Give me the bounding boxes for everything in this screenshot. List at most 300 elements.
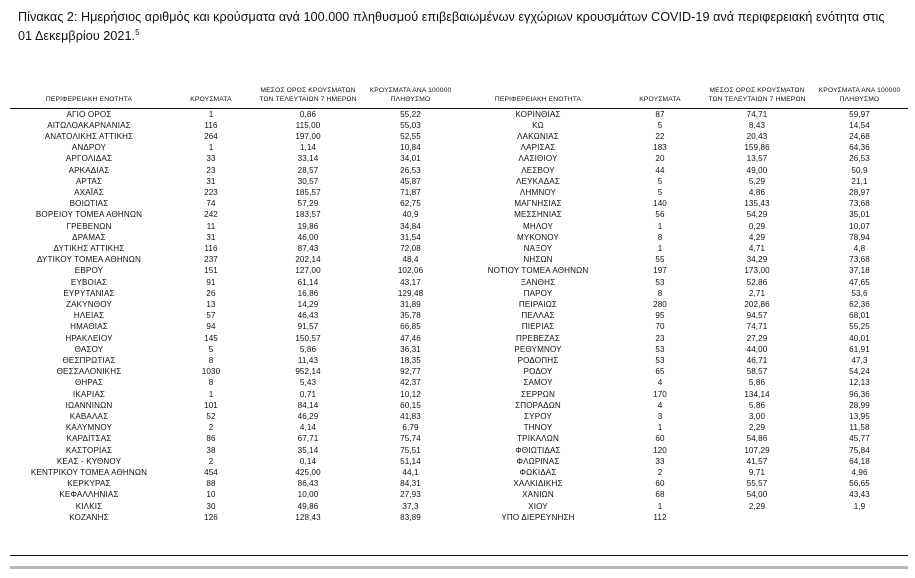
cell-avg7: 30,57 [297,176,319,186]
table-row [459,187,908,198]
cell-avg7: 5,43 [299,378,317,388]
cell-per100k [811,512,908,523]
cell-name: ΡΕΘΥΜΝΟΥ [514,344,562,354]
cell-per100k: 56,65 [849,479,870,489]
table-row [459,254,908,265]
cell-avg7: 0,86 [299,109,317,119]
cell-cases: 60 [655,479,665,489]
cell-avg7: 185,57 [295,187,321,197]
cell-avg7: 20,43 [746,131,768,141]
cell-per100k: 6,79 [402,423,419,433]
cell-cases: 120 [653,445,667,455]
cell-avg7: 13,57 [746,154,768,164]
cell-name: ΤΗΝΟΥ [523,423,553,433]
cell-avg7: 52,86 [746,277,768,287]
table-row [10,221,459,232]
cell-per100k: 55,22 [400,109,421,119]
table-row [459,456,908,467]
table-row [459,389,908,400]
cell-name: ΙΩΑΝΝΙΝΩΝ [65,400,113,410]
cell-avg7: 5,86 [748,378,766,388]
cell-name: ΒΟΡΕΙΟΥ ΤΟΜΕΑ ΑΘΗΝΩΝ [35,210,143,220]
cell-name: ΑΝΔΡΟΥ [71,143,107,153]
cell-cases: 31 [206,232,216,242]
cell-cases: 23 [206,165,216,175]
cell-cases: 264 [204,131,218,141]
cell-per100k: 14,54 [849,120,870,130]
cell-name: ΠΕΛΛΑΣ [521,311,555,321]
cell-cases: 52 [206,411,216,421]
table-row [459,209,908,220]
cell-cases: 22 [655,131,665,141]
table-row [459,131,908,142]
cell-name: ΛΗΜΝΟΥ [519,187,557,197]
cell-cases: 242 [204,210,218,220]
table-row [459,333,908,344]
cell-cases: 53 [655,277,665,287]
table-row [10,254,459,265]
cell-cases: 101 [204,400,218,410]
cell-cases: 23 [655,333,665,343]
table-body-left [10,108,459,523]
table-row [459,198,908,209]
column-header-cases: ΚΡΟΥΣΜΑΤΑ [168,78,254,108]
cell-per100k: 61,91 [849,344,870,354]
cell-cases: 5 [657,120,663,130]
cell-cases: 10 [206,490,216,500]
cell-cases: 197 [653,266,667,276]
table-row [10,142,459,153]
cell-avg7: 61,14 [297,277,319,287]
cell-per100k: 40,9 [402,210,419,220]
cell-per100k: 18,35 [400,355,421,365]
table-row [459,433,908,444]
cell-name: ΑΡΓΟΛΙΔΑΣ [65,154,113,164]
cell-avg7: 14,29 [297,299,319,309]
cell-cases: 4 [657,400,663,410]
table-row [10,433,459,444]
table-row [10,310,459,321]
cell-name: ΒΟΙΩΤΙΑΣ [69,199,109,209]
cell-name: ΞΑΝΘΗΣ [520,277,556,287]
table-row [10,232,459,243]
cell-name: ΚΩ [532,120,544,130]
cell-name: ΚΕΡΚΥΡΑΣ [67,479,111,489]
cell-name: ΣΑΜΟΥ [523,378,553,388]
cell-avg7: 34,29 [746,255,768,265]
cell-per100k: 10,12 [400,389,421,399]
table-row [10,187,459,198]
cell-per100k: 45,77 [849,434,870,444]
cell-avg7: 173,00 [744,266,770,276]
cell-cases: 8 [208,355,214,365]
cell-per100k: 60,15 [400,400,421,410]
cell-name: ΠΡΕΒΕΖΑΣ [516,333,560,343]
cell-name: ΝΟΤΙΟΥ ΤΟΜΕΑ ΑΘΗΝΩΝ [487,266,589,276]
cases-table-right [459,78,908,523]
cell-avg7: 74,71 [746,322,768,332]
cell-per100k: 75,84 [849,445,870,455]
cell-name: ΧΑΛΚΙΔΙΚΗΣ [513,479,563,489]
cell-cases: 8 [208,378,214,388]
table-row [459,277,908,288]
cell-avg7: 49,00 [746,165,768,175]
cell-per100k: 13,95 [849,411,870,421]
table-row [459,501,908,512]
cell-avg7: 54,86 [746,434,768,444]
header-row [459,78,908,108]
cell-cases: 116 [204,243,218,253]
table-row [10,299,459,310]
cell-name: ΡΟΔΟΠΗΣ [517,355,559,365]
cell-cases: 3 [657,411,663,421]
cell-cases: 86 [206,434,216,444]
table-row [10,277,459,288]
cell-avg7: 4,71 [748,243,766,253]
cell-avg7: 0,14 [299,456,317,466]
cell-cases: 87 [655,109,665,119]
cell-per100k: 43,17 [400,277,421,287]
cell-per100k: 47,65 [849,277,870,287]
cell-per100k: 53,6 [851,288,868,298]
cell-per100k: 83,89 [400,512,421,522]
cell-avg7: 115,00 [295,120,321,130]
table-half-right [459,78,908,523]
cell-avg7: 128,43 [295,512,321,522]
cell-per100k: 34,01 [400,154,421,164]
cell-cases: 151 [204,266,218,276]
cell-per100k: 27,93 [400,490,421,500]
cell-cases: 5 [657,187,663,197]
table-container [10,78,908,523]
cell-name: ΚΙΛΚΙΣ [75,501,103,511]
cell-per100k: 78,94 [849,232,870,242]
cell-per100k: 43,43 [849,490,870,500]
cell-cases: 57 [206,311,216,321]
cell-per100k: 92,77 [400,367,421,377]
cell-cases: 112 [653,512,667,522]
cell-name: ΚΕΝΤΡΙΚΟΥ ΤΟΜΕΑ ΑΘΗΝΩΝ [30,468,148,477]
cell-avg7 [703,512,811,523]
cell-per100k: 35,01 [849,210,870,220]
table-row [10,165,459,176]
table-row [459,321,908,332]
column-header-per100k-line2: ΠΛΗΘΥΣΜΟ [839,95,880,103]
cell-cases: 223 [204,187,218,197]
cell-per100k: 59,97 [849,109,870,119]
cell-avg7: 4,14 [299,423,317,433]
cell-avg7: 5,86 [299,344,317,354]
cell-name: ΠΑΡΟΥ [523,288,553,298]
cell-cases: 33 [655,456,665,466]
cell-per100k: 40,01 [849,333,870,343]
cell-name: ΧΙΟΥ [528,501,548,511]
cell-avg7: 202,86 [744,299,770,309]
cell-name: ΣΕΡΡΩΝ [521,389,555,399]
cell-cases: 74 [206,199,216,209]
cell-name: ΚΑΒΑΛΑΣ [69,411,109,421]
cell-name: ΦΛΩΡΙΝΑΣ [516,456,560,466]
table-row [10,243,459,254]
cell-cases: 1 [657,423,663,433]
cell-name: ΚΟΖΑΝΗΣ [69,512,109,522]
cell-per100k: 44,1 [402,468,419,477]
cell-cases: 2 [208,423,214,433]
cell-cases: 20 [655,154,665,164]
table-row [10,198,459,209]
cell-per100k: 28,99 [849,400,870,410]
cell-name: ΛΑΡΙΣΑΣ [520,143,556,153]
cell-cases: 140 [653,199,667,209]
cell-name: ΛΕΣΒΟΥ [521,165,555,175]
cell-per100k: 11,58 [849,423,870,433]
table-row [459,344,908,355]
cell-cases: 5 [208,344,214,354]
cell-name: ΝΗΣΩΝ [523,255,553,265]
cell-per100k: 37,18 [849,266,870,276]
cell-avg7: 107,29 [744,445,770,455]
cell-name: ΣΥΡΟΥ [524,411,552,421]
cell-cases: 31 [206,176,216,186]
cell-per100k: 62,75 [400,199,421,209]
cell-name: ΦΩΚΙΔΑΣ [519,468,557,477]
cell-name: ΙΚΑΡΙΑΣ [72,389,106,399]
cell-avg7: 150,57 [295,333,321,343]
table-row [459,221,908,232]
column-header-per100k-line1: ΚΡΟΥΣΜΑΤΑ ΑΝΑ 100000 [369,87,452,95]
cell-name: ΤΡΙΚΑΛΩΝ [517,434,559,444]
cell-avg7: 159,86 [744,143,770,153]
table-row [459,478,908,489]
table-row [459,120,908,131]
cell-avg7: 11,43 [297,355,319,365]
table-row [459,467,908,478]
cell-per100k: 50,9 [851,165,868,175]
cell-cases: 1030 [201,367,221,377]
cell-cases: 11 [206,221,216,231]
cell-per100k: 66,85 [400,322,421,332]
cell-name: ΓΡΕΒΕΝΩΝ [66,221,112,231]
table-row [459,299,908,310]
table-row [10,209,459,220]
cell-avg7: 44,00 [746,344,768,354]
table-row [10,288,459,299]
table-row [459,176,908,187]
table-row [10,445,459,456]
cell-cases: 2 [657,468,663,477]
cell-per100k: 75,51 [400,445,421,455]
cell-per100k: 31,89 [400,299,421,309]
cell-name: ΗΛΕΙΑΣ [73,311,105,321]
cell-per100k: 84,31 [400,479,421,489]
cell-name: ΚΑΣΤΟΡΙΑΣ [65,445,113,455]
table-row [459,288,908,299]
cell-name: ΛΑΣΙΘΙΟΥ [518,154,558,164]
table-row [459,310,908,321]
caption-text: Πίνακας 2: Ημερήσιος αριθμός και κρούσματα ανά 100.000 πληθυσμού επιβεβαιωμένων εγχώριων κρουσμάτων COVID-19 ανά περιφερειακή ενότητα στις 01 Δεκεμβρίου 2021. [18,10,885,43]
cell-per100k: 47,46 [400,333,421,343]
cell-avg7: 1,14 [299,143,317,153]
cell-per100k: 10,07 [849,221,870,231]
cell-per100k: 26,53 [849,154,870,164]
table-row [459,165,908,176]
column-header-per100k [811,78,908,108]
cell-per100k: 31,54 [400,232,421,242]
cell-cases: 1 [657,501,663,511]
cell-avg7: 5,29 [748,176,766,186]
table-row [10,512,459,523]
cell-avg7: 4,86 [748,187,766,197]
cell-name: ΠΕΙΡΑΙΩΣ [518,299,558,309]
table-half-left [10,78,459,523]
cell-cases: 126 [204,512,218,522]
cell-cases: 95 [655,311,665,321]
cell-name: ΘΕΣΠΡΩΤΙΑΣ [62,355,116,365]
cell-avg7: 127,00 [295,266,321,276]
cell-cases: 2 [208,456,214,466]
cell-name: ΔΥΤΙΚΟΥ ΤΟΜΕΑ ΑΘΗΝΩΝ [36,255,142,265]
table-row [10,411,459,422]
cell-avg7: 87,43 [297,243,319,253]
table-row [10,120,459,131]
cell-per100k: 28,97 [849,187,870,197]
cell-per100k: 73,68 [849,255,870,265]
table-row [10,422,459,433]
cell-avg7: 57,29 [297,199,319,209]
cell-name: ΜΑΓΝΗΣΙΑΣ [514,199,562,209]
cell-avg7: 952,14 [295,367,321,377]
cell-avg7: 197,00 [295,131,321,141]
table-row [10,377,459,388]
cell-cases: 8 [657,232,663,242]
table-row [10,400,459,411]
column-header-per100k-line2: ΠΛΗΘΥΣΜΟ [390,95,431,103]
cell-name: ΑΓΙΟ ΟΡΟΣ [66,109,112,119]
cell-avg7: 2,29 [748,423,766,433]
cell-per100k: 68,01 [849,311,870,321]
table-row [459,411,908,422]
cell-avg7: 46,43 [297,311,319,321]
table-row [10,153,459,164]
cell-cases: 60 [655,434,665,444]
cell-avg7: 54,29 [746,210,768,220]
table-row [10,456,459,467]
cell-per100k: 102,06 [397,266,424,276]
cell-name: ΥΠΟ ΔΙΕΡΕΥΝΗΣΗ [501,512,575,522]
cell-name: ΚΕΦΑΛΛΗΝΙΑΣ [59,490,119,500]
cell-cases: 1 [657,221,663,231]
table-row [459,400,908,411]
cell-cases: 280 [653,299,667,309]
cell-name: ΔΡΑΜΑΣ [72,232,106,242]
cell-name: ΘΑΣΟΥ [74,344,104,354]
table-row [459,153,908,164]
cell-cases: 65 [655,367,665,377]
cell-cases: 1 [208,109,214,119]
cell-name: ΝΑΞΟΥ [523,243,553,253]
column-header-avg7-line1: ΜΕΣΟΣ ΟΡΟΣ ΚΡΟΥΣΜΑΤΩΝ [709,87,805,95]
cell-name: ΕΒΡΟΥ [74,266,104,276]
cell-avg7: 67,71 [297,434,319,444]
cell-avg7: 84,14 [297,400,319,410]
cell-avg7: 55,57 [746,479,768,489]
column-header-avg7 [703,78,811,108]
column-header-avg7-line2: ΤΩΝ ΤΕΛΕΥΤΑΙΩΝ 7 ΗΜΕΡΩΝ [259,95,357,103]
cell-avg7: 35,14 [297,445,319,455]
cell-per100k: 52,55 [400,131,421,141]
cell-avg7: 9,71 [748,468,766,477]
cell-name: ΧΑΝΙΩΝ [522,490,554,500]
cell-per100k: 41,83 [400,411,421,421]
cell-per100k: 54,24 [849,367,870,377]
cell-cases: 454 [204,468,218,477]
table-row [10,478,459,489]
cell-per100k: 55,03 [400,120,421,130]
cell-per100k: 36,31 [400,344,421,354]
cell-cases: 4 [657,378,663,388]
cell-cases: 8 [657,288,663,298]
table-row [10,389,459,400]
table-row [10,489,459,500]
cell-per100k: 34,84 [400,221,421,231]
cell-cases: 183 [653,143,667,153]
cell-avg7: 91,57 [297,322,319,332]
cell-avg7: 425,00 [295,468,321,477]
table-row [459,512,908,523]
cell-per100k: 51,14 [400,456,421,466]
cell-avg7: 134,14 [744,389,770,399]
cell-name: ΗΜΑΘΙΑΣ [70,322,108,332]
column-header-per100k-line1: ΚΡΟΥΣΜΑΤΑ ΑΝΑ 100000 [818,87,901,95]
cell-name: ΚΑΡΔΙΤΣΑΣ [66,434,112,444]
table-row [10,108,459,120]
cell-cases: 116 [204,120,218,130]
cell-avg7: 41,57 [746,456,768,466]
cell-per100k: 12,13 [849,378,870,388]
table-row [10,467,459,478]
table-row [10,501,459,512]
column-header-cases: ΚΡΟΥΣΜΑΤΑ [617,78,703,108]
cell-per100k: 62,36 [849,299,870,309]
table-row [459,232,908,243]
column-header-region: ΠΕΡΙΦΕΡΕΙΑΚΗ ΕΝΟΤΗΤΑ [459,78,617,108]
column-header-per100k [362,78,459,108]
cell-cases: 13 [206,299,216,309]
column-header-region: ΠΕΡΙΦΕΡΕΙΑΚΗ ΕΝΟΤΗΤΑ [10,78,168,108]
table-row [459,422,908,433]
cell-per100k: 4,96 [851,468,868,477]
cell-name: ΚΟΡΙΝΘΙΑΣ [515,109,561,119]
cell-avg7: 2,71 [748,288,766,298]
cell-avg7: 8,43 [748,120,766,130]
table-row [459,355,908,366]
cell-name: ΜΥΚΟΝΟΥ [517,232,559,242]
cell-per100k: 42,37 [400,378,421,388]
cell-avg7: 86,43 [297,479,319,489]
cell-name: ΚΕΑΣ - ΚΥΘΝΟΥ [56,456,122,466]
cell-avg7: 16,86 [297,288,319,298]
column-header-avg7 [254,78,362,108]
table-row [459,243,908,254]
cell-avg7: 135,43 [744,199,770,209]
cell-per100k: 72,08 [400,243,421,253]
cell-per100k: 10,84 [400,143,421,153]
cell-avg7: 28,57 [297,165,319,175]
cell-name: ΕΥΒΟΙΑΣ [70,277,108,287]
cell-cases: 170 [653,389,667,399]
cell-name: ΑΧΑΪΑΣ [74,187,104,197]
cell-cases: 38 [206,445,216,455]
